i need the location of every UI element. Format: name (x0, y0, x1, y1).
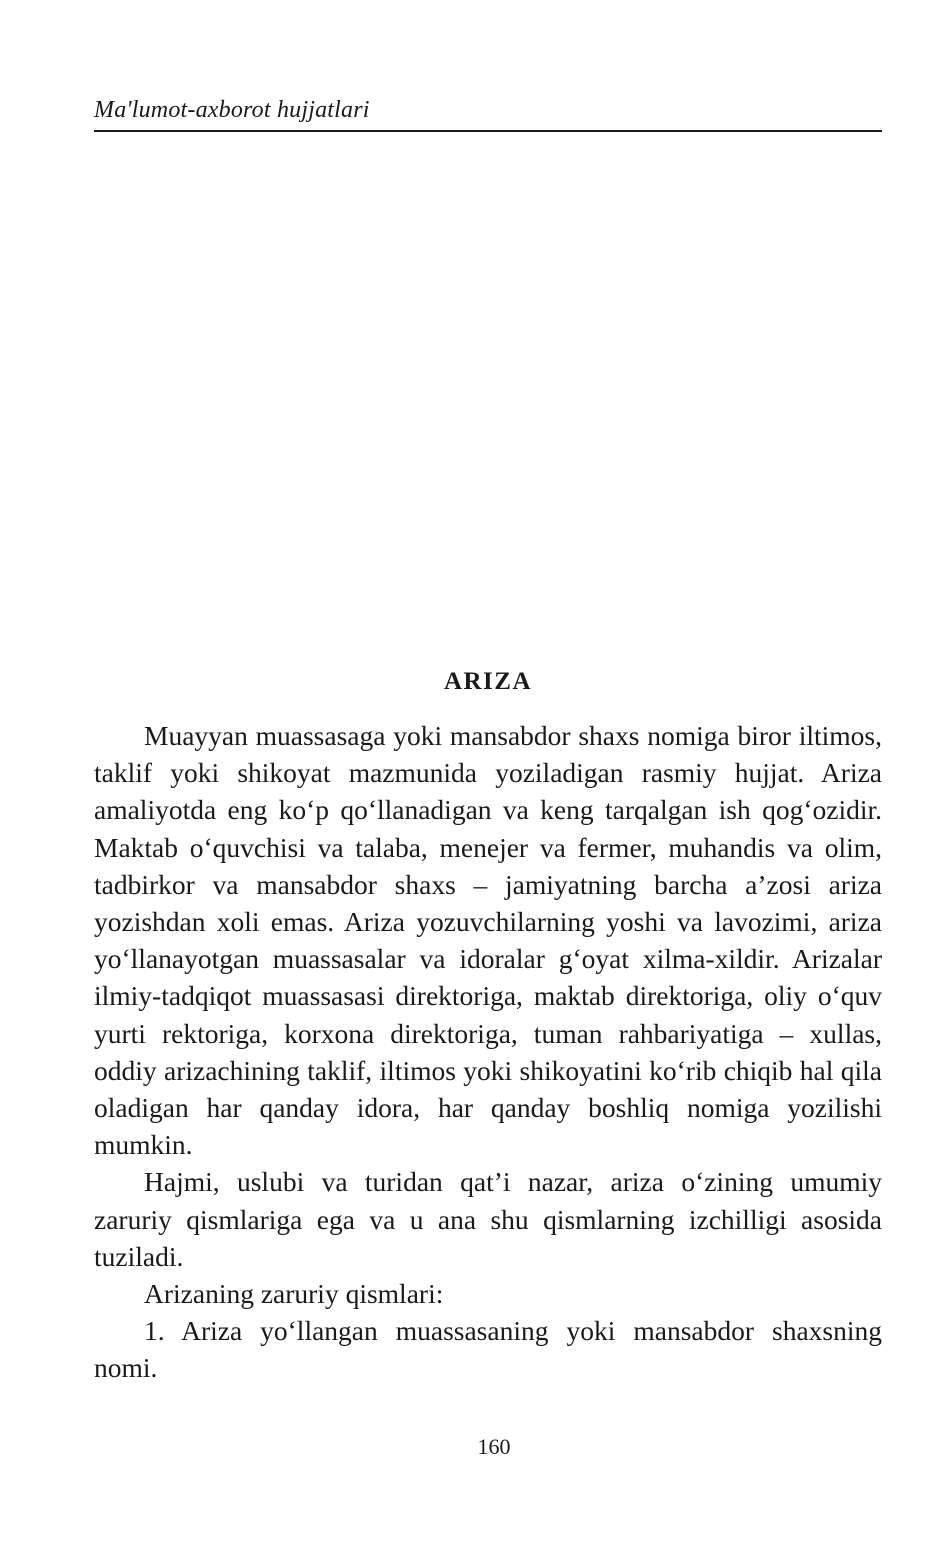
running-title: Ma'lumot-axborot hujjatlari (94, 97, 370, 123)
page-header (94, 92, 882, 132)
page-number: 160 (477, 1434, 511, 1459)
section-title: ARIZA (443, 668, 533, 695)
paragraph-parts-intro: Arizaning zaruriy qismlari: (144, 1278, 444, 1310)
paragraph-structure: Hajmi, uslubi va turidan qat’i nazar, ariza o‘zining umumiy zaruriy qismlariga ega va u ana shu qismlarning izchilligi asosida tuziladi. (94, 1166, 882, 1272)
body-text (94, 717, 882, 1387)
list-item-1: 1. Ariza yo‘llangan muassasaning yoki mansabdor shaxsning nomi. (94, 1315, 882, 1384)
paragraph-definition: Muayyan muassasaga yoki mansabdor shaxs nomiga biror iltimos, taklif yoki shikoyat mazmunida yoziladigan rasmiy hujjat. Ariza amaliyotda eng ko‘p qo‘llanadigan va keng tarqalgan ish qog‘ozidir. Maktab o‘quvchisi va talaba, menejer va fermer, muhandis va olim, tadbirkor va mansabdor shaxs – jamiyatning barcha a’zosi ariza yozishdan xoli emas. Ariza yozuvchilarning yoshi va lavozimi, ariza yo‘llanayotgan muassasalar va idoralar g‘oyat xilma-xildir. Arizalar ilmiy-tadqiqot muassasasi direktoriga, maktab direktoriga, oliy o‘quv yurti rektoriga, korxona direktoriga, tuman rahbariyatiga – xullas, oddiy arizachining taklif, iltimos yoki shikoyatini ko‘rib chiqib hal qila oladigan har qanday idora, har qanday boshliq nomiga yozilishi mumkin. (94, 720, 882, 1161)
